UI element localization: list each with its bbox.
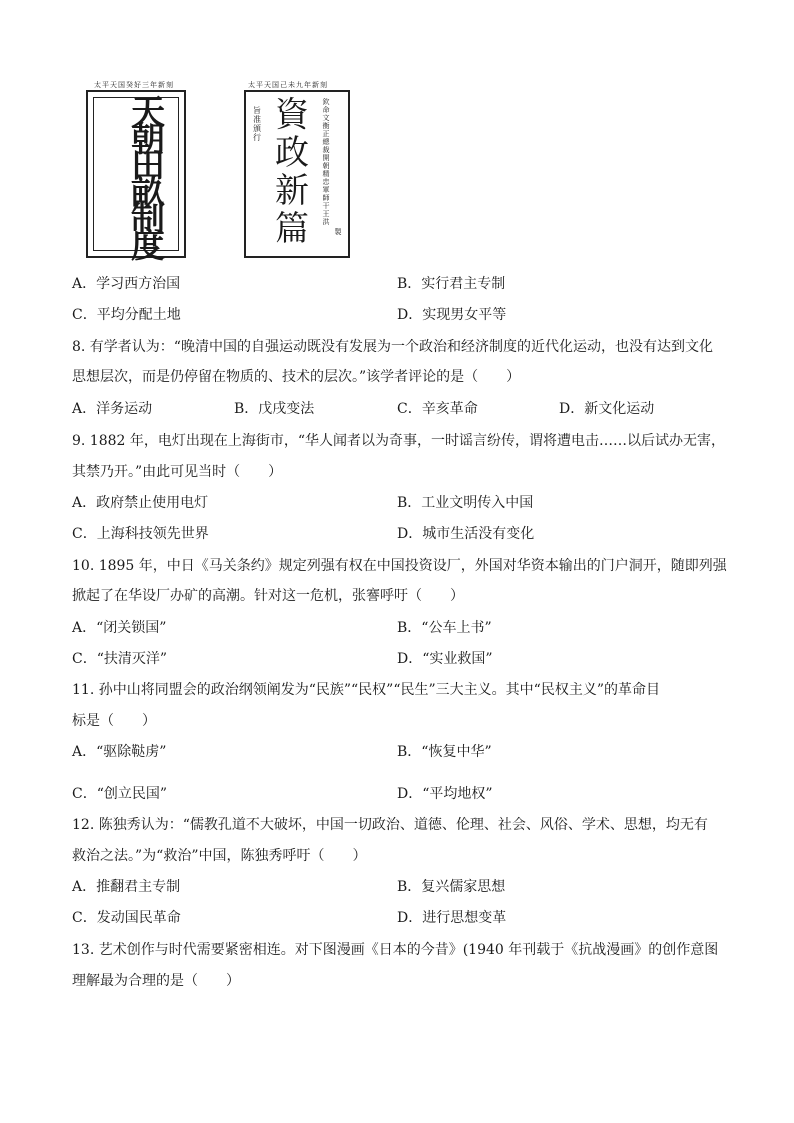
q10-stem-line2: 掀起了在华设厂办矿的高潮。针对这一危机，张謇呼吁（ ） bbox=[72, 588, 464, 604]
q8-option-c: C．辛亥革命 bbox=[397, 401, 478, 417]
q10-option-c: C．“扶清灭洋” bbox=[72, 651, 168, 667]
q7-option-c: C．平均分配土地 bbox=[72, 307, 181, 323]
q9-option-c: C．上海科技领先世界 bbox=[72, 526, 209, 542]
q12-option-a: A．推翻君主专制 bbox=[72, 879, 181, 895]
q8-option-a: A．洋务运动 bbox=[72, 401, 153, 417]
q13-stem-line1: 13. 艺术创作与时代需要紧密相连。对下图漫画《日本的今昔》(1940 年刊载于《抗战漫画》的创作意图 bbox=[72, 942, 719, 958]
q7-option-a: A．学习西方治国 bbox=[72, 276, 181, 292]
q11-option-b: B．“恢复中华” bbox=[397, 744, 492, 760]
q9-option-b: B．工业文明传入中国 bbox=[397, 495, 534, 511]
book-cover-tianchao bbox=[86, 90, 186, 266]
q9-option-d: D．城市生活没有变化 bbox=[397, 526, 535, 542]
q10-option-a: A．“闭关锁国” bbox=[72, 620, 167, 636]
cover2-top-text: 太平天国己未九年新刻 bbox=[248, 81, 328, 89]
q7-option-b: B．实行君主专制 bbox=[397, 276, 506, 292]
q9-stem-line1: 9. 1882 年，电灯出现在上海街市，“华人闻者以为奇事，一时谣言纷传，谓将遭电击……以后试办无害， bbox=[72, 433, 726, 449]
cover1-inner-frame bbox=[93, 93, 179, 266]
cover1-title: 天朝田畝制度 bbox=[131, 93, 165, 266]
cover1-top-text: 太平天国癸好三年新刻 bbox=[94, 81, 174, 89]
cover2-left-text: 旨准頒行 bbox=[253, 106, 261, 142]
q10-option-b: B．“公车上书” bbox=[397, 620, 492, 636]
q11-option-c: C．“创立民国” bbox=[72, 786, 168, 802]
q12-option-c: C．发动国民革命 bbox=[72, 910, 181, 926]
q8-option-d: D．新文化运动 bbox=[559, 401, 655, 417]
book-cover-zizheng bbox=[244, 90, 350, 258]
q10-option-d: D．“实业救国” bbox=[397, 651, 493, 667]
q12-stem-line2: 救治之法。”为“救治”中国，陈独秀呼吁（ ） bbox=[72, 848, 367, 864]
q11-option-d: D．“平均地权” bbox=[397, 786, 493, 802]
q11-option-a: A．“驱除鞑虏” bbox=[72, 744, 167, 760]
q8-stem-line2: 思想层次，而是仍停留在物质的、技术的层次。”该学者评论的是（ ） bbox=[72, 369, 521, 385]
q12-stem-line1: 12. 陈独秀认为：“儒教孔道不大破坏，中国一切政治、道德、伦理、社会、风俗、学术、思想，均无有 bbox=[72, 817, 708, 833]
cover2-right-text: 欽命文衡正總裁開朝精忠軍師干王洪 bbox=[322, 98, 330, 226]
q11-stem-line1: 11. 孙中山将同盟会的政治纲领阐发为“民族”“民权”“民生”三大主义。其中“民权主义”的革命目 bbox=[72, 682, 660, 698]
q12-option-d: D．进行思想变革 bbox=[397, 910, 507, 926]
q11-stem-line2: 标是（ ） bbox=[72, 713, 156, 729]
q10-stem-line1: 10. 1895 年，中日《马关条约》规定列强有权在中国投资设厂，外国对华资本输出的门户洞开，随即列强 bbox=[72, 558, 727, 574]
q7-option-d: D．实现男女平等 bbox=[397, 307, 507, 323]
q9-option-a: A．政府禁止使用电灯 bbox=[72, 495, 209, 511]
q8-stem-line1: 8. 有学者认为：“晚清中国的自强运动既没有发展为一个政治和经济制度的近代化运动，也没有达到文化 bbox=[72, 339, 713, 355]
q12-option-b: B．复兴儒家思想 bbox=[397, 879, 506, 895]
q13-stem-line2: 理解最为合理的是（ ） bbox=[72, 973, 240, 989]
q8-option-b: B．戊戌变法 bbox=[234, 401, 315, 417]
cover2-title: 資政新篇 bbox=[275, 95, 309, 249]
q9-stem-line2: 其禁乃开。”由此可见当时（ ） bbox=[72, 464, 283, 480]
cover2-right-text-2: 製 bbox=[334, 228, 342, 236]
